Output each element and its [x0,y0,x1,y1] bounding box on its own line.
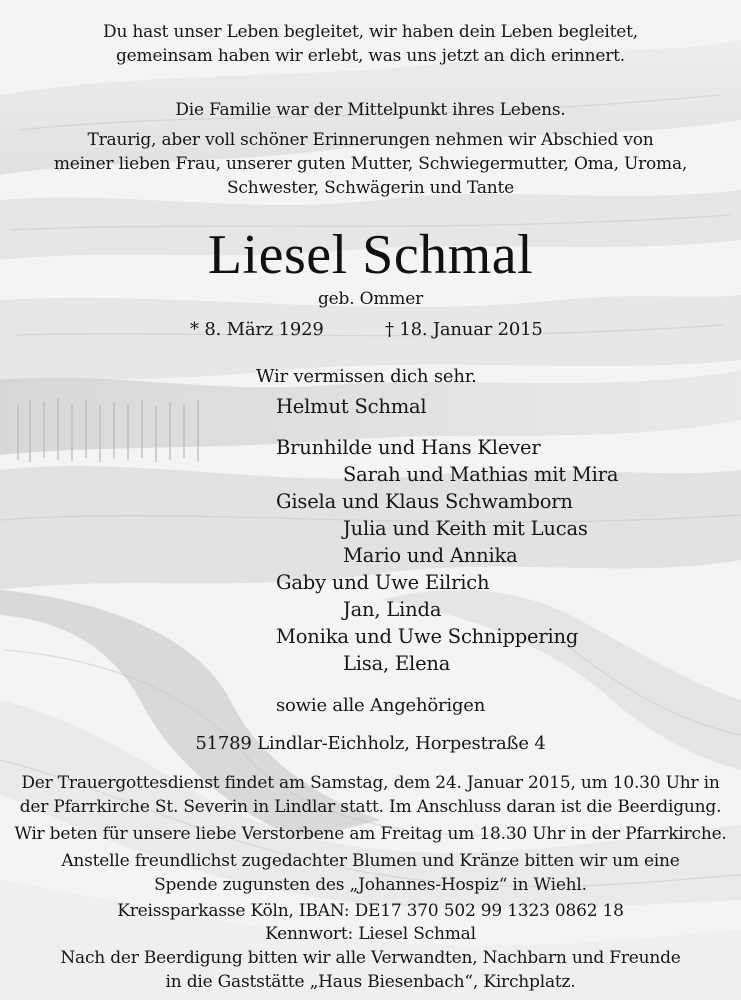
address: 51789 Lindlar-Eichholz, Horpestraße 4 [195,733,546,754]
poem-line-1: Du hast unser Leben begleitet, wir haben dein Leben begleitet, [103,22,638,42]
prayer-line: Wir beten für unsere liebe Verstorbene am Freitag um 18.30 Uhr in der Pfarrkirche. [14,824,727,844]
farewell-line-3: Schwester, Schwägerin und Tante [226,178,515,198]
service-line-1: Der Trauergottesdienst findet am Samstag, dem 24. Januar 2015, um 10.30 Uhr in [21,773,720,793]
service-line-2: der Pfarrkirche St. Severin in Lindlar statt. Im Anschluss daran ist die Beerdigung. [19,797,722,817]
poem-line-2: gemeinsam haben wir erlebt, was uns jetzt an dich erinnert. [115,46,626,66]
mourner-name: Monika und Uwe Schnippering [276,625,579,648]
donation-line-1: Anstelle freundlichst zugedachter Blumen und Kränze bitten wir um eine [61,851,680,871]
death-date: † 18. Januar 2015 [385,319,543,340]
mourner-name: Jan, Linda [343,598,442,621]
bank-line-2: Kennwort: Liesel Schmal [265,924,476,944]
mourner-name: Mario und Annika [343,544,518,567]
deceased-name: Liesel Schmal [207,224,534,286]
birth-date: * 8. März 1929 [190,319,324,340]
invitation-line-2: in die Gaststätte „Haus Biesenbach“, Kirchplatz. [165,972,576,992]
donation-line-2: Spende zugunsten des „Johannes-Hospiz“ in Wiehl. [154,875,587,895]
invitation-line-1: Nach der Beerdigung bitten wir alle Verwandten, Nachbarn und Freunde [60,948,681,968]
missing-line: Wir vermissen dich sehr. [256,366,477,387]
farewell-line-1: Traurig, aber voll schöner Erinnerungen nehmen wir Abschied von [87,130,654,150]
mourner-name: Helmut Schmal [276,395,427,418]
mourner-name: Gisela und Klaus Schwamborn [276,490,573,513]
maiden-name: geb. Ommer [318,289,423,309]
mourner-name: Lisa, Elena [343,652,451,675]
mourner-name: Sarah und Mathias mit Mira [343,463,619,486]
bank-line-1: Kreissparkasse Köln, IBAN: DE17 370 502 99 1323 0862 18 [117,901,624,921]
mourner-name: Gaby und Uwe Eilrich [276,571,490,594]
family-line: Die Familie war der Mittelpunkt ihres Lebens. [175,100,566,120]
mourner-name: Julia und Keith mit Lucas [343,517,588,540]
mourner-name: Brunhilde und Hans Klever [276,436,541,459]
farewell-line-2: meiner lieben Frau, unserer guten Mutter, Schwiegermutter, Oma, Uroma, [53,154,688,174]
relatives-line: sowie alle Angehörigen [276,695,486,716]
